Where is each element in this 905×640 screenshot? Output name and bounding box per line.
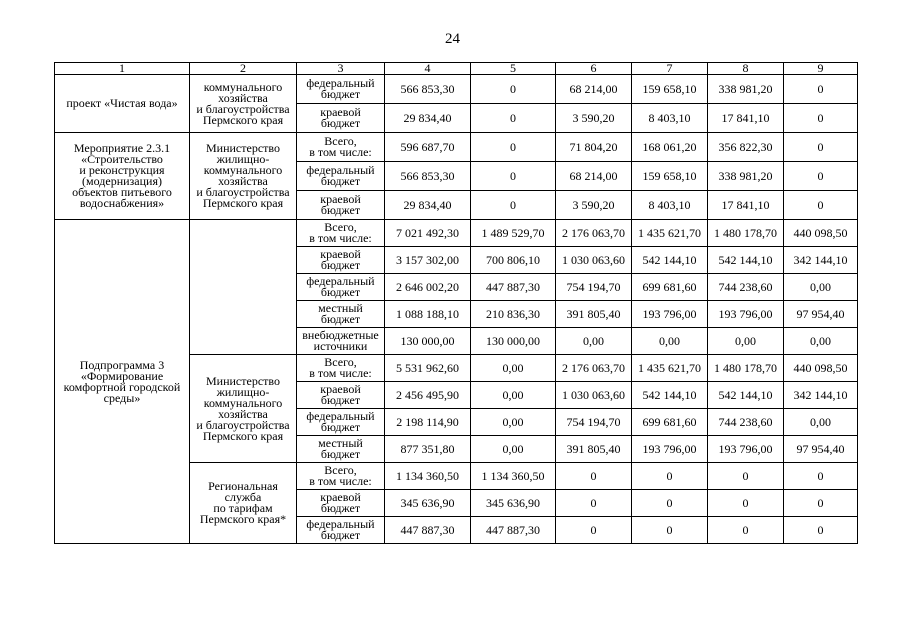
value-cell: 0,00: [471, 382, 556, 409]
value-cell: 700 806,10: [471, 247, 556, 274]
funding-source-cell: краевой бюджет: [297, 247, 385, 274]
value-cell: 0: [784, 104, 858, 133]
value-cell: 0: [784, 517, 858, 544]
value-cell: 168 061,20: [632, 133, 708, 162]
value-cell: 3 590,20: [556, 191, 632, 220]
value-cell: 391 805,40: [556, 436, 632, 463]
executor-cell: коммунального хозяйства и благоустройства Пермского края: [190, 75, 297, 133]
value-cell: 566 853,30: [385, 75, 471, 104]
value-cell: 8 403,10: [632, 191, 708, 220]
funding-source-cell: федеральный бюджет: [297, 75, 385, 104]
funding-source-cell: местный бюджет: [297, 436, 385, 463]
funding-source-cell: краевой бюджет: [297, 104, 385, 133]
page-number: 24: [445, 31, 460, 47]
value-cell: 193 796,00: [708, 301, 784, 328]
column-header: 3: [297, 63, 385, 75]
value-cell: 744 238,60: [708, 409, 784, 436]
value-cell: 2 176 063,70: [556, 355, 632, 382]
value-cell: 1 435 621,70: [632, 220, 708, 247]
value-cell: 0,00: [784, 328, 858, 355]
value-cell: 0: [556, 517, 632, 544]
value-cell: 0,00: [784, 409, 858, 436]
value-cell: 1 030 063,60: [556, 247, 632, 274]
value-cell: 447 887,30: [471, 517, 556, 544]
value-cell: 0: [632, 490, 708, 517]
value-cell: 0: [556, 490, 632, 517]
value-cell: 699 681,60: [632, 274, 708, 301]
value-cell: 0: [784, 463, 858, 490]
value-cell: 2 176 063,70: [556, 220, 632, 247]
value-cell: 1 435 621,70: [632, 355, 708, 382]
funding-source-cell: краевой бюджет: [297, 191, 385, 220]
value-cell: 542 144,10: [632, 382, 708, 409]
value-cell: 542 144,10: [708, 382, 784, 409]
value-cell: 0: [784, 191, 858, 220]
funding-source-cell: федеральный бюджет: [297, 162, 385, 191]
value-cell: 2 646 002,20: [385, 274, 471, 301]
value-cell: 342 144,10: [784, 247, 858, 274]
value-cell: 5 531 962,60: [385, 355, 471, 382]
value-cell: 0,00: [471, 355, 556, 382]
executor-cell: Региональная служба по тарифам Пермского края*: [190, 463, 297, 544]
value-cell: 1 134 360,50: [471, 463, 556, 490]
value-cell: 71 804,20: [556, 133, 632, 162]
funding-source-cell: краевой бюджет: [297, 382, 385, 409]
column-header: 4: [385, 63, 471, 75]
value-cell: 1 088 188,10: [385, 301, 471, 328]
value-cell: 0,00: [708, 328, 784, 355]
funding-source-cell: федеральный бюджет: [297, 274, 385, 301]
value-cell: 0,00: [471, 409, 556, 436]
value-cell: 3 157 302,00: [385, 247, 471, 274]
value-cell: 0: [708, 463, 784, 490]
funding-source-cell: местный бюджет: [297, 301, 385, 328]
value-cell: 1 030 063,60: [556, 382, 632, 409]
value-cell: 877 351,80: [385, 436, 471, 463]
value-cell: 29 834,40: [385, 104, 471, 133]
value-cell: 1 480 178,70: [708, 355, 784, 382]
funding-source-cell: краевой бюджет: [297, 490, 385, 517]
column-header: 5: [471, 63, 556, 75]
value-cell: 338 981,20: [708, 162, 784, 191]
value-cell: 345 636,90: [471, 490, 556, 517]
value-cell: 0: [632, 463, 708, 490]
value-cell: 440 098,50: [784, 355, 858, 382]
value-cell: 17 841,10: [708, 104, 784, 133]
value-cell: 2 198 114,90: [385, 409, 471, 436]
value-cell: 0: [471, 133, 556, 162]
value-cell: 0: [471, 104, 556, 133]
table-row: [55, 220, 858, 247]
subprogram-name-cell: Подпрограмма 3 «Формирование комфортной городской среды»: [55, 220, 190, 544]
value-cell: 29 834,40: [385, 191, 471, 220]
value-cell: 0: [784, 133, 858, 162]
value-cell: 356 822,30: [708, 133, 784, 162]
value-cell: 0: [784, 490, 858, 517]
value-cell: 0: [471, 162, 556, 191]
value-cell: 447 887,30: [471, 274, 556, 301]
value-cell: 440 098,50: [784, 220, 858, 247]
funding-source-cell: федеральный бюджет: [297, 517, 385, 544]
value-cell: 744 238,60: [708, 274, 784, 301]
value-cell: 17 841,10: [708, 191, 784, 220]
table-row: [55, 75, 858, 104]
funding-source-cell: федеральный бюджет: [297, 409, 385, 436]
value-cell: 193 796,00: [708, 436, 784, 463]
column-header: 6: [556, 63, 632, 75]
column-header: 8: [708, 63, 784, 75]
value-cell: 97 954,40: [784, 436, 858, 463]
value-cell: 391 805,40: [556, 301, 632, 328]
executor-cell: Министерство жилищно- коммунального хозяйства и благоустройства Пермского края: [190, 133, 297, 220]
value-cell: 97 954,40: [784, 301, 858, 328]
value-cell: 0,00: [632, 328, 708, 355]
value-cell: 2 456 495,90: [385, 382, 471, 409]
value-cell: 596 687,70: [385, 133, 471, 162]
value-cell: 0: [632, 517, 708, 544]
value-cell: 566 853,30: [385, 162, 471, 191]
value-cell: 0,00: [471, 436, 556, 463]
value-cell: 338 981,20: [708, 75, 784, 104]
value-cell: 1 489 529,70: [471, 220, 556, 247]
table-row: [55, 133, 858, 162]
column-header: 7: [632, 63, 708, 75]
value-cell: 7 021 492,30: [385, 220, 471, 247]
budget-table: [54, 62, 858, 544]
value-cell: 447 887,30: [385, 517, 471, 544]
value-cell: 159 658,10: [632, 162, 708, 191]
value-cell: 68 214,00: [556, 75, 632, 104]
value-cell: 542 144,10: [708, 247, 784, 274]
value-cell: 0: [471, 191, 556, 220]
value-cell: 754 194,70: [556, 274, 632, 301]
value-cell: 0,00: [784, 274, 858, 301]
value-cell: 8 403,10: [632, 104, 708, 133]
value-cell: 542 144,10: [632, 247, 708, 274]
value-cell: 130 000,00: [385, 328, 471, 355]
funding-source-cell: Всего, в том числе:: [297, 220, 385, 247]
header-row: [55, 63, 858, 75]
column-header: 1: [55, 63, 190, 75]
funding-source-cell: внебюджетные источники: [297, 328, 385, 355]
value-cell: 0: [556, 463, 632, 490]
measure-name-cell: Мероприятие 2.3.1 «Строительство и реконструкция (модернизация) объектов питьевого водоснабжения»: [55, 133, 190, 220]
value-cell: 0: [784, 162, 858, 191]
column-header: 9: [784, 63, 858, 75]
funding-source-cell: Всего, в том числе:: [297, 355, 385, 382]
executor-cell: Министерство жилищно- коммунального хозяйства и благоустройства Пермского края: [190, 355, 297, 463]
value-cell: 342 144,10: [784, 382, 858, 409]
value-cell: 193 796,00: [632, 436, 708, 463]
value-cell: 0: [784, 75, 858, 104]
value-cell: 345 636,90: [385, 490, 471, 517]
value-cell: 68 214,00: [556, 162, 632, 191]
value-cell: 193 796,00: [632, 301, 708, 328]
value-cell: 3 590,20: [556, 104, 632, 133]
value-cell: 0: [471, 75, 556, 104]
value-cell: 699 681,60: [632, 409, 708, 436]
funding-source-cell: Всего, в том числе:: [297, 133, 385, 162]
value-cell: 1 480 178,70: [708, 220, 784, 247]
executor-cell: [190, 220, 297, 355]
measure-name-cell: проект «Чистая вода»: [55, 75, 190, 133]
column-header: 2: [190, 63, 297, 75]
value-cell: 1 134 360,50: [385, 463, 471, 490]
value-cell: 0: [708, 517, 784, 544]
value-cell: 0: [708, 490, 784, 517]
value-cell: 0,00: [556, 328, 632, 355]
value-cell: 130 000,00: [471, 328, 556, 355]
value-cell: 159 658,10: [632, 75, 708, 104]
value-cell: 754 194,70: [556, 409, 632, 436]
funding-source-cell: Всего, в том числе:: [297, 463, 385, 490]
value-cell: 210 836,30: [471, 301, 556, 328]
